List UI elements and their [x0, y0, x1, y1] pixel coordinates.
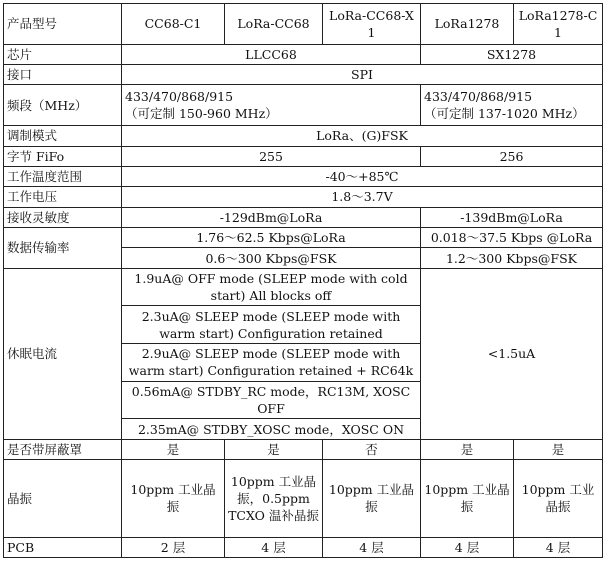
- datarate-fsk-a: 0.6～300 Kbps@FSK: [122, 248, 421, 268]
- model-cc68-c1: CC68-C1: [122, 4, 225, 45]
- row-shield: [4, 439, 603, 459]
- datarate-fsk-b: 1.2～300 Kbps@FSK: [421, 248, 603, 268]
- sleep-mode-3: 2.9uA@ SLEEP mode (SLEEP mode with warm start) Configuration retained + RC64k: [122, 344, 421, 382]
- row-modulation: [4, 126, 603, 146]
- crystal-lora-cc68-x1: 10ppm 工业晶振: [323, 460, 421, 537]
- band-value-b: [421, 85, 603, 126]
- chip-value-b: SX1278: [421, 44, 603, 64]
- row-label-temp: 工作温度范围: [4, 166, 122, 186]
- pcb-lora1278-c1: 4 层: [514, 537, 603, 558]
- shield-lora-cc68: 是: [225, 439, 323, 459]
- shield-lora1278-c1: 是: [514, 439, 603, 459]
- row-voltage: [4, 187, 603, 207]
- shield-cc68-c1: 是: [122, 439, 225, 459]
- row-label-datarate: 数据传输率: [4, 227, 122, 268]
- band-b-line2: （可定制 137-1020 MHz）: [424, 106, 585, 122]
- row-label-fifo: 字节 FiFo: [4, 146, 122, 166]
- temp-value: -40～+85℃: [122, 166, 603, 186]
- datarate-lora-a: 1.76～62.5 Kbps@LoRa: [122, 227, 421, 247]
- sleep-mode-2: 2.3uA@ SLEEP mode (SLEEP mode with warm start) Configuration retained: [122, 306, 421, 344]
- row-label-crystal: 晶振: [4, 460, 122, 537]
- row-fifo: [4, 146, 603, 166]
- row-label-shield: 是否带屏蔽罩: [4, 439, 122, 459]
- row-temp: [4, 166, 603, 186]
- interface-value: SPI: [122, 65, 603, 85]
- voltage-value: 1.8～3.7V: [122, 187, 603, 207]
- model-lora-cc68: LoRa-CC68: [225, 4, 323, 45]
- band-a-line1: 433/470/868/915: [125, 89, 234, 105]
- pcb-lora-cc68-x1: 4 层: [323, 537, 421, 558]
- row-crystal: [4, 460, 603, 537]
- crystal-lora-cc68: 10ppm 工业晶振，0.5ppm TCXO 温补晶振: [225, 460, 323, 537]
- band-value-a: [122, 85, 421, 126]
- model-lora1278-c1: LoRa1278-C 1: [514, 4, 603, 45]
- row-label-interface: 接口: [4, 65, 122, 85]
- crystal-lora1278-c1: 10ppm 工业晶振: [514, 460, 603, 537]
- row-interface: [4, 65, 603, 85]
- pcb-lora1278: 4 层: [421, 537, 514, 558]
- pcb-lora-cc68: 4 层: [225, 537, 323, 558]
- fifo-value-a: 255: [122, 146, 421, 166]
- row-pcb: [4, 537, 603, 558]
- spec-comparison-table: [3, 3, 603, 558]
- header-label: 产品型号: [4, 4, 122, 45]
- sensitivity-value-b: -139dBm@LoRa: [421, 207, 603, 227]
- sensitivity-value-a: -129dBm@LoRa: [122, 207, 421, 227]
- row-sensitivity: [4, 207, 603, 227]
- model-lora1278: LoRa1278: [421, 4, 514, 45]
- row-label-modulation: 调制模式: [4, 126, 122, 146]
- band-b-line1: 433/470/868/915: [424, 89, 533, 105]
- fifo-value-b: 256: [421, 146, 603, 166]
- row-sleep-1: [4, 268, 603, 306]
- modulation-value: LoRa、(G)FSK: [122, 126, 603, 146]
- sleep-mode-4: 0.56mA@ STDBY_RC mode，RC13M, XOSC OFF: [122, 381, 421, 419]
- row-label-band: 频段（MHz）: [4, 85, 122, 126]
- sleep-mode-5: 2.35mA@ STDBY_XOSC mode，XOSC ON: [122, 419, 421, 439]
- crystal-cc68-c1: 10ppm 工业晶振: [122, 460, 225, 537]
- model-lora-cc68-x1: LoRa-CC68-X 1: [323, 4, 421, 45]
- chip-value-a: LLCC68: [122, 44, 421, 64]
- row-label-sensitivity: 接收灵敏度: [4, 207, 122, 227]
- row-datarate-lora: [4, 227, 603, 247]
- row-label-voltage: 工作电压: [4, 187, 122, 207]
- band-a-line2: （可定制 150-960 MHz）: [125, 106, 278, 122]
- sleep-value-b: <1.5uA: [421, 268, 603, 439]
- pcb-cc68-c1: 2 层: [122, 537, 225, 558]
- row-label-chip: 芯片: [4, 44, 122, 64]
- row-label-sleep: 休眠电流: [4, 268, 122, 439]
- header-row: [4, 4, 603, 45]
- shield-lora1278: 是: [421, 439, 514, 459]
- crystal-lora1278: 10ppm 工业晶振: [421, 460, 514, 537]
- shield-lora-cc68-x1: 否: [323, 439, 421, 459]
- row-label-pcb: PCB: [4, 537, 122, 558]
- datarate-lora-b: 0.018～37.5 Kbps @LoRa: [421, 227, 603, 247]
- sleep-mode-1: 1.9uA@ OFF mode (SLEEP mode with cold start) All blocks off: [122, 268, 421, 306]
- row-band: [4, 85, 603, 126]
- row-chip: [4, 44, 603, 64]
